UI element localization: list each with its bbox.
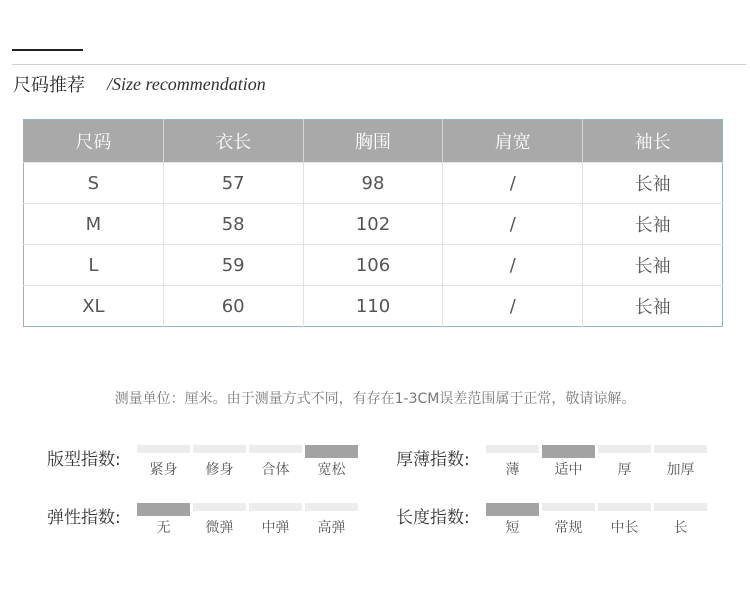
scale-option-label: 高弹 xyxy=(317,520,346,536)
cell-length: 58 xyxy=(163,204,303,245)
scale-bar xyxy=(486,445,539,453)
cell-size: L xyxy=(24,245,164,286)
scale-option-label: 中长 xyxy=(610,520,639,536)
thickness-index-scale xyxy=(486,445,707,479)
scale-option xyxy=(305,503,358,537)
heading-chinese: 尺码推荐 xyxy=(13,75,85,96)
thickness-index-label: 厚薄指数: xyxy=(396,450,470,470)
scale-bar xyxy=(137,445,190,453)
scale-option xyxy=(137,503,190,537)
scale-bar xyxy=(654,503,707,511)
scale-option xyxy=(654,503,707,537)
scale-option-label: 短 xyxy=(505,520,520,536)
cell-size: S xyxy=(24,163,164,204)
cell-length: 60 xyxy=(163,286,303,327)
scale-option xyxy=(598,503,651,537)
scale-option xyxy=(137,445,190,479)
scale-option-label: 紧身 xyxy=(149,462,178,478)
scale-bar xyxy=(598,503,651,511)
scale-bar xyxy=(305,503,358,511)
cell-sleeve: 长袖 xyxy=(583,204,723,245)
heading-english: /Size recommendation xyxy=(107,73,266,94)
scale-option xyxy=(486,445,539,479)
scale-option-label: 中弹 xyxy=(261,520,290,536)
scale-option-label: 长 xyxy=(673,520,688,536)
scale-option-label: 薄 xyxy=(505,462,520,478)
header-shoulder: 肩宽 xyxy=(443,120,583,163)
cell-sleeve: 长袖 xyxy=(583,245,723,286)
table-row xyxy=(24,163,723,204)
cell-shoulder: / xyxy=(443,245,583,286)
scale-option-label: 厚 xyxy=(617,462,632,478)
scale-bar xyxy=(598,445,651,453)
section-heading xyxy=(13,72,266,96)
scale-bar-selected xyxy=(137,503,190,516)
cell-size: M xyxy=(24,204,164,245)
size-table xyxy=(23,119,723,327)
cell-chest: 106 xyxy=(303,245,443,286)
header-sleeve: 袖长 xyxy=(583,120,723,163)
cell-sleeve: 长袖 xyxy=(583,286,723,327)
title-accent-line xyxy=(12,49,83,51)
scale-option xyxy=(249,503,302,537)
elasticity-index-scale xyxy=(137,503,358,537)
cell-shoulder: / xyxy=(443,286,583,327)
table-row xyxy=(24,245,723,286)
header-length: 衣长 xyxy=(163,120,303,163)
header-chest: 胸围 xyxy=(303,120,443,163)
cell-chest: 98 xyxy=(303,163,443,204)
scale-bar xyxy=(249,445,302,453)
scale-option-label: 修身 xyxy=(205,462,234,478)
cell-shoulder: / xyxy=(443,204,583,245)
scale-bar xyxy=(654,445,707,453)
table-row xyxy=(24,204,723,245)
header-size: 尺码 xyxy=(24,120,164,163)
scale-bar xyxy=(249,503,302,511)
measurement-note: 测量单位：厘米。由于测量方式不同，有存在1-3CM误差范围属于正常，敬请谅解。 xyxy=(114,391,636,407)
scale-option xyxy=(654,445,707,479)
scale-option xyxy=(305,445,358,479)
cell-size: XL xyxy=(24,286,164,327)
title-divider xyxy=(12,64,746,65)
cell-length: 57 xyxy=(163,163,303,204)
scale-bar xyxy=(193,503,246,511)
scale-option-label: 常规 xyxy=(554,520,583,536)
length-index-label: 长度指数: xyxy=(396,508,470,528)
fit-index-label: 版型指数: xyxy=(47,450,121,470)
scale-option xyxy=(249,445,302,479)
scale-bar xyxy=(193,445,246,453)
scale-option xyxy=(542,503,595,537)
scale-option-label: 微弹 xyxy=(205,520,234,536)
length-index-scale xyxy=(486,503,707,537)
table-row xyxy=(24,286,723,327)
scale-option-label: 适中 xyxy=(554,462,583,478)
cell-sleeve: 长袖 xyxy=(583,163,723,204)
scale-bar xyxy=(542,503,595,511)
scale-bar-selected xyxy=(305,445,358,458)
cell-length: 59 xyxy=(163,245,303,286)
scale-option xyxy=(486,503,539,537)
scale-option xyxy=(598,445,651,479)
scale-bar-selected xyxy=(486,503,539,516)
cell-shoulder: / xyxy=(443,163,583,204)
scale-option xyxy=(193,445,246,479)
elasticity-index-label: 弹性指数: xyxy=(47,508,121,528)
scale-option-label: 加厚 xyxy=(666,462,695,478)
scale-option-label: 无 xyxy=(156,520,171,536)
fit-index-scale xyxy=(137,445,358,479)
cell-chest: 102 xyxy=(303,204,443,245)
table-header-row xyxy=(24,120,723,163)
scale-option xyxy=(542,445,595,479)
scale-option-label: 合体 xyxy=(261,462,290,478)
scale-option-label: 宽松 xyxy=(317,462,346,478)
scale-bar-selected xyxy=(542,445,595,458)
cell-chest: 110 xyxy=(303,286,443,327)
scale-option xyxy=(193,503,246,537)
